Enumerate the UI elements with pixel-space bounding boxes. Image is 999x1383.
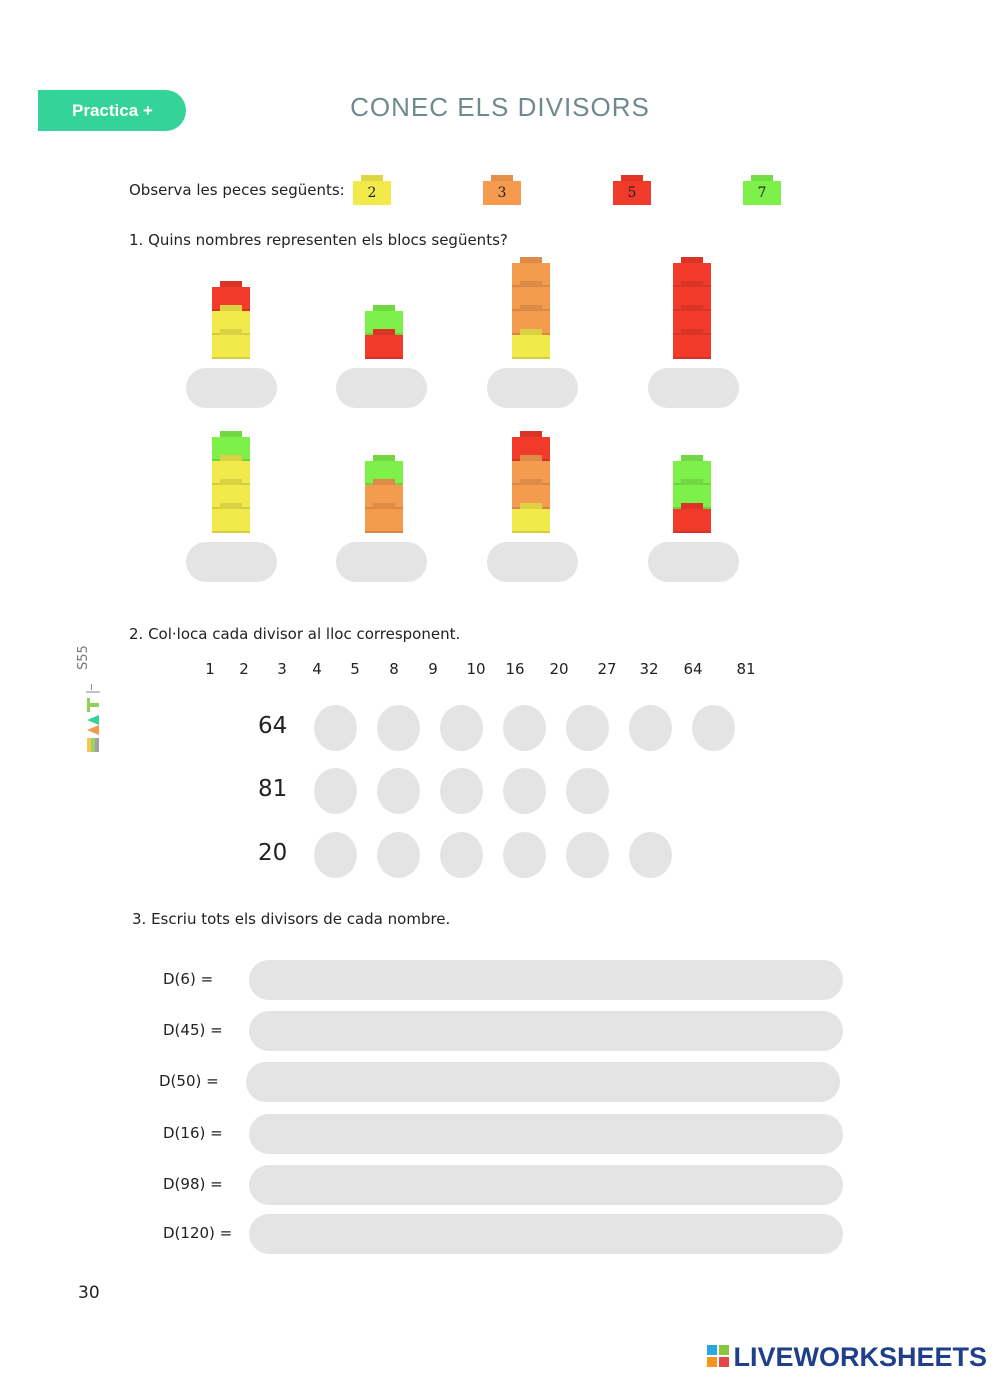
divisor-option[interactable]: 9: [428, 660, 438, 678]
divisor-drop-slot[interactable]: [314, 768, 357, 814]
legend-piece-3: [483, 175, 521, 205]
tower-answer-input[interactable]: [186, 368, 277, 408]
tower-answer-input[interactable]: [336, 542, 427, 582]
side-code: S55: [76, 645, 91, 670]
divisor-set-label: D(6) =: [163, 970, 214, 988]
divisor-option[interactable]: 64: [683, 660, 703, 678]
divisor-set-label: D(98) =: [163, 1175, 223, 1193]
block-tower: [212, 281, 250, 359]
question-1-label: 1. Quins nombres representen els blocs següents?: [129, 231, 508, 249]
divisor-option[interactable]: 5: [350, 660, 360, 678]
divisor-option[interactable]: 1: [205, 660, 215, 678]
divisor-option[interactable]: 27: [597, 660, 617, 678]
divisor-drop-slot[interactable]: [503, 705, 546, 751]
divisor-set-label: D(16) =: [163, 1124, 223, 1142]
liveworksheets-logo-icon: [707, 1343, 729, 1374]
divisor-drop-slot[interactable]: [503, 768, 546, 814]
badge-label: Practica +: [72, 100, 153, 120]
divisor-drop-slot[interactable]: [692, 705, 735, 751]
divisor-drop-slot[interactable]: [503, 832, 546, 878]
block-red: [673, 335, 711, 359]
divisor-row-number: 81: [258, 776, 288, 802]
block-red: [365, 335, 403, 359]
question-2-label: 2. Col·loca cada divisor al lloc corresponent.: [129, 625, 461, 643]
divisor-set-input[interactable]: [249, 1011, 843, 1051]
divisor-option[interactable]: 20: [549, 660, 569, 678]
block-tower: [673, 257, 711, 359]
block-tower: [212, 431, 250, 533]
divisor-drop-slot[interactable]: [440, 832, 483, 878]
divisor-option[interactable]: 32: [639, 660, 659, 678]
tower-answer-input[interactable]: [487, 542, 578, 582]
divisor-set-input[interactable]: [249, 1165, 843, 1205]
piece-body: 3: [483, 181, 521, 205]
divisor-set-input[interactable]: [249, 1114, 843, 1154]
divisor-set-input[interactable]: [246, 1062, 840, 1102]
tower-answer-input[interactable]: [487, 368, 578, 408]
divisor-row-number: 64: [258, 713, 288, 739]
legend-piece-2: [353, 175, 391, 205]
divisor-drop-slot[interactable]: [314, 705, 357, 751]
divisor-set-input[interactable]: [249, 1214, 843, 1254]
block-yellow: [212, 335, 250, 359]
block-red: [673, 509, 711, 533]
divisor-drop-slot[interactable]: [377, 832, 420, 878]
divisor-option[interactable]: 4: [312, 660, 322, 678]
divisor-option[interactable]: 81: [736, 660, 756, 678]
footer-brand-label: LIVEWORKSHEETS: [733, 1342, 987, 1372]
divisor-drop-slot[interactable]: [377, 705, 420, 751]
divisor-set-label: D(50) =: [159, 1072, 219, 1090]
page-number: 30: [78, 1283, 100, 1303]
divisor-drop-slot[interactable]: [566, 832, 609, 878]
block-orange: [365, 509, 403, 533]
footer-brand: [707, 1342, 987, 1374]
block-tower: [512, 257, 550, 359]
divisor-row-number: 20: [258, 840, 288, 866]
divisor-drop-slot[interactable]: [440, 705, 483, 751]
divisor-drop-slot[interactable]: [629, 705, 672, 751]
block-tower: [365, 305, 403, 359]
piece-body: 7: [743, 181, 781, 205]
legend-piece-5: [613, 175, 651, 205]
block-yellow: [512, 509, 550, 533]
divisor-option[interactable]: 16: [505, 660, 525, 678]
block-tower: [673, 455, 711, 533]
tower-answer-input[interactable]: [648, 368, 739, 408]
divisor-option[interactable]: 10: [466, 660, 486, 678]
side-brand: [68, 640, 108, 760]
page-title: CONEC ELS DIVISORS: [350, 92, 650, 122]
divisor-drop-slot[interactable]: [377, 768, 420, 814]
divisor-drop-slot[interactable]: [314, 832, 357, 878]
divisor-option[interactable]: 3: [277, 660, 287, 678]
tower-answer-input[interactable]: [648, 542, 739, 582]
divisor-set-label: D(45) =: [163, 1021, 223, 1039]
divisor-option[interactable]: 8: [389, 660, 399, 678]
legend-label: Observa les peces següents:: [129, 181, 345, 199]
legend-piece-7: [743, 175, 781, 205]
piece-body: 5: [613, 181, 651, 205]
divisor-set-input[interactable]: [249, 960, 843, 1000]
divisor-drop-slot[interactable]: [440, 768, 483, 814]
divisor-drop-slot[interactable]: [566, 768, 609, 814]
block-yellow: [212, 509, 250, 533]
divisor-drop-slot[interactable]: [566, 705, 609, 751]
block-tower: [365, 455, 403, 533]
tower-answer-input[interactable]: [186, 542, 277, 582]
tower-answer-input[interactable]: [336, 368, 427, 408]
block-tower: [512, 431, 550, 533]
block-yellow: [512, 335, 550, 359]
divisor-option[interactable]: 2: [239, 660, 249, 678]
question-3-label: 3. Escriu tots els divisors de cada nombre.: [132, 910, 451, 928]
divisor-drop-slot[interactable]: [629, 832, 672, 878]
piece-body: 2: [353, 181, 391, 205]
divisor-set-label: D(120) =: [163, 1224, 233, 1242]
practice-badge: [38, 90, 186, 131]
